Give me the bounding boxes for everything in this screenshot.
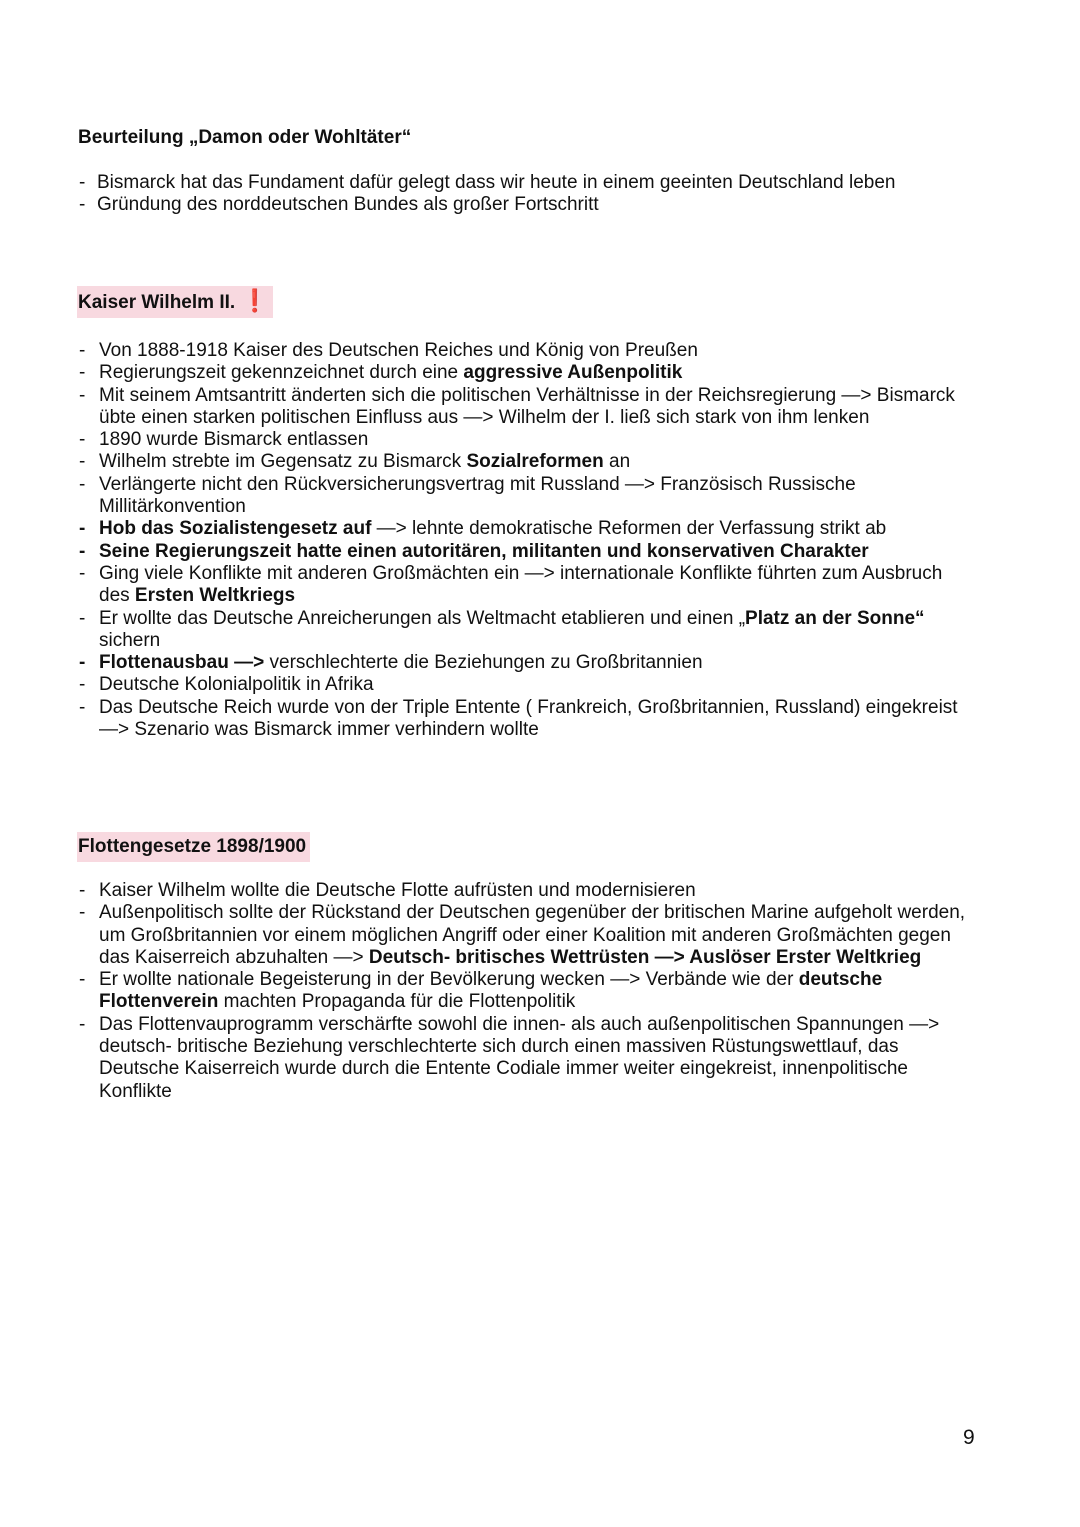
page-number: 9	[963, 1426, 975, 1449]
text-run: Das Flottenvauprogramm verschärfte sowohl die innen- als auch außenpolitischen Spannungen —> deutsch- britische Beziehung verschlechterte sich durch einen massiven Rüstungswettlauf, das Deutsche Kaiserreich wurde durch die Entente Codiale immer weiter eingekreist, innenpolitische Konflikte	[99, 1013, 940, 1102]
list-item	[78, 385, 978, 430]
exclamation-icon: ❗	[241, 288, 269, 313]
bold-text: Flottenausbau —>	[99, 652, 265, 674]
list-item	[78, 429, 978, 451]
list-item	[78, 451, 978, 473]
text-run: verschlechterte die Beziehungen zu Großbritannien	[264, 652, 703, 674]
list-item	[78, 518, 978, 540]
list-item	[78, 1014, 978, 1103]
bold-text: Ersten Weltkriegs	[134, 585, 296, 607]
bold-text: Sozialreformen	[466, 451, 604, 473]
text-run: Das Deutsche Reich wurde von der Triple Entente ( Frankreich, Großbritannien, Russland) eingekreist —> Szenario was Bismarck immer verhindern wollte	[99, 696, 958, 741]
text-run: —> lehnte demokratische Reformen der Verfassung strikt ab	[371, 518, 887, 540]
text-run: Mit seinem Amtsantritt änderten sich die politischen Verhältnisse in der Reichsregierung —> Bismarck übte einen starken politischen Einfluss aus —> Wilhelm der I. ließ sich stark von ihm lenken	[99, 384, 955, 428]
text-run: sichern	[99, 629, 161, 651]
list-item	[78, 902, 978, 969]
heading-text: Kaiser Wilhelm II.	[78, 292, 236, 313]
list-item	[78, 652, 978, 674]
list-item	[78, 697, 978, 742]
list-flottengesetze	[78, 880, 978, 1103]
list-item	[78, 674, 978, 696]
text-run: 1890 wurde Bismarck entlassen	[99, 429, 369, 451]
text-run: machten Propaganda für die Flottenpolitik	[218, 991, 576, 1013]
text-run: Regierungszeit gekennzeichnet durch eine	[99, 362, 464, 384]
list-beurteilung	[78, 172, 978, 217]
bold-text: Deutsch- britisches Wettrüsten —> Auslöser Erster Weltkrieg	[368, 946, 922, 968]
text-run: Verlängerte nicht den Rückversicherungsvertrag mit Russland —> Französisch Russische Millitärkonvention	[99, 473, 856, 518]
text-run: Er wollte nationale Begeisterung in der Bevölkerung wecken —> Verbände wie der	[99, 969, 799, 991]
heading-kaiser-wilhelm	[77, 286, 273, 318]
list-kaiser-wilhelm	[78, 340, 978, 741]
heading-text: Beurteilung „Damon oder Wohltäter“	[78, 127, 412, 148]
heading-flottengesetze	[77, 832, 310, 862]
bold-text: deutsche Flottenverein	[99, 969, 883, 1013]
list-item	[78, 880, 978, 902]
list-item	[78, 608, 978, 653]
text-run: Kaiser Wilhelm wollte die Deutsche Flotte aufrüsten und modernisieren	[99, 880, 696, 901]
text-run: Ging viele Konflikte mit anderen Großmächten ein —> internationale Konflikte führten zum Ausbruch des	[99, 562, 943, 607]
list-item	[78, 172, 978, 194]
list-item	[78, 194, 978, 216]
heading-beurteilung	[78, 126, 411, 150]
list-item	[78, 474, 978, 519]
text-run: Gründung des norddeutschen Bundes als großer Fortschritt	[97, 194, 599, 216]
text-run: Er wollte das Deutsche Anreicherungen als Weltmacht etablieren und einen „	[99, 607, 746, 629]
text-run: Außenpolitisch sollte der Rückstand der Deutschen gegenüber der britischen Marine aufgeholt werden, um Großbritannien vor einem möglichen Angriff oder einer Koalition mit anderen Großmächten gegen das Kaiserreich abzuhalten —>	[99, 902, 966, 968]
text-run: an	[603, 451, 631, 473]
list-item	[78, 969, 978, 1014]
bold-text: Hob das Sozialistengesetz auf	[99, 518, 372, 540]
bold-text: Seine Regierungszeit hatte einen autoritären, militanten und konservativen Charakter	[99, 540, 869, 562]
bold-text: Platz an der Sonne“	[745, 607, 925, 629]
list-item	[78, 563, 978, 608]
list-item	[78, 541, 978, 563]
heading-text: Flottengesetze 1898/1900	[78, 836, 307, 857]
text-run: Wilhelm strebte im Gegensatz zu Bismarck	[99, 451, 467, 473]
bold-text: aggressive Außenpolitik	[463, 362, 683, 384]
text-run: Von 1888-1918 Kaiser des Deutschen Reiches und König von Preußen	[99, 340, 698, 361]
list-item	[78, 362, 978, 384]
list-item	[78, 340, 978, 362]
text-run: Bismarck hat das Fundament dafür gelegt dass wir heute in einem geeinten Deutschland leben	[97, 172, 896, 193]
text-run: Deutsche Kolonialpolitik in Afrika	[99, 674, 374, 696]
